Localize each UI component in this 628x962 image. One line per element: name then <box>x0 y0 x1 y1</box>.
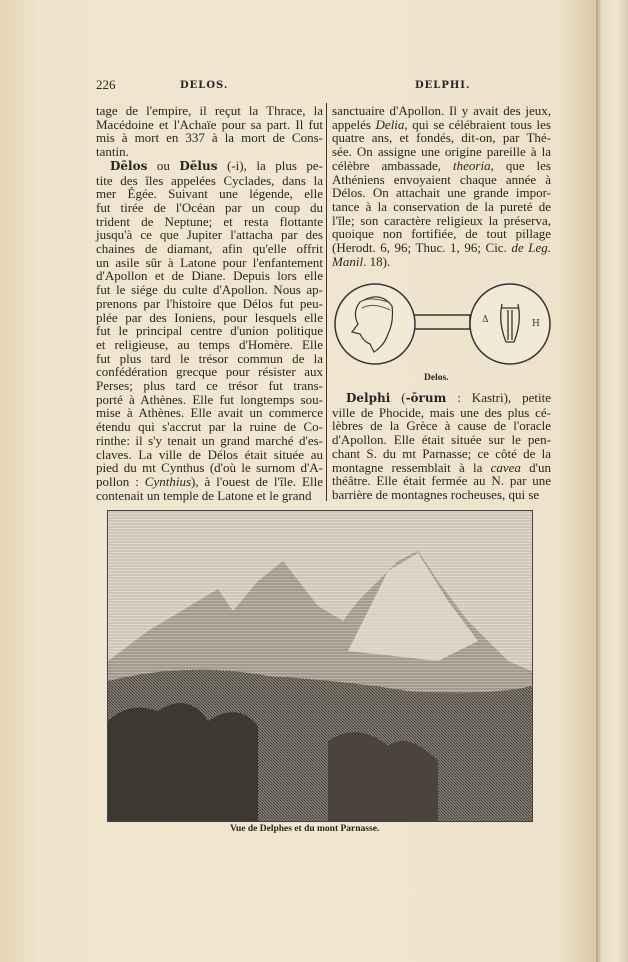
text-segment: pied du mt Cynthus (d'où le surnom d'A- <box>96 460 323 476</box>
text-line <box>96 393 323 407</box>
text-line <box>96 461 323 475</box>
text-segment: célèbre ambassade, <box>332 157 454 173</box>
text-segment: , qui se célébraient tous les <box>404 116 551 132</box>
text-segment: tantin. <box>96 144 129 160</box>
text-segment: fut tirée de l'Océan par un coup du <box>96 199 323 215</box>
right-column-bottom <box>332 391 551 502</box>
text-line <box>96 434 323 448</box>
coin-letter-delta: Δ <box>482 315 489 325</box>
text-line <box>332 447 551 461</box>
text-segment: étendu qui s'accrut par la ruine de Co- <box>96 419 323 435</box>
italic-term: Delia <box>375 116 405 132</box>
headword: Dēlos <box>110 158 148 173</box>
text-segment: appelés <box>332 116 376 132</box>
text-segment: l'île; son caractère religieux la préserva, <box>332 212 551 228</box>
text-segment: Macédoine et l'Achaïe pour sa part. Il fut <box>96 116 323 132</box>
text-segment: contenait un temple de Latone et le grand <box>96 487 312 503</box>
text-line <box>96 379 323 393</box>
text-segment: jusqu'à ce que Jupiter l'attacha par des <box>96 227 323 243</box>
italic-term: de Leg. <box>511 240 551 256</box>
text-segment: , que les <box>490 157 551 173</box>
text-line <box>332 391 551 406</box>
text-line <box>96 269 323 283</box>
text-line <box>332 118 551 132</box>
text-line <box>332 241 551 255</box>
text-segment: (-i), la plus pe- <box>217 157 323 173</box>
text-segment: pollon : <box>96 473 145 489</box>
text-segment: Délos. On attachait une grande impor- <box>332 185 551 201</box>
text-segment: Perses; plus tard ce trésor fut trans- <box>96 378 323 394</box>
text-line <box>96 297 323 311</box>
italic-term: theoria <box>453 157 491 173</box>
text-line <box>332 433 551 447</box>
text-segment: : Kastri), petite <box>446 390 551 405</box>
coin-letter-eta: H <box>532 319 540 329</box>
text-line <box>332 488 551 502</box>
text-segment: fut plus tard le trésor commun de la <box>96 350 323 366</box>
text-segment: claves. La ville de Délos était située au <box>96 446 323 462</box>
page-number: 226 <box>96 77 116 92</box>
text-line <box>96 420 323 434</box>
text-line <box>332 214 551 228</box>
text-line <box>96 324 323 338</box>
text-segment: plée par des Ioniens, pour lesquels elle <box>96 309 323 325</box>
text-segment: ( <box>390 390 406 405</box>
text-line <box>96 118 323 132</box>
delphi-parnassus-engraving <box>107 510 533 822</box>
page-edge <box>596 0 628 962</box>
text-segment: quatre ans, et fondés, dit-on, par Thé- <box>332 130 551 146</box>
text-segment: théâtre. Elle était fermée au N. par une <box>332 473 551 489</box>
text-line <box>96 365 323 379</box>
text-segment: tite des îles appelées Cyclades, dans la <box>96 172 323 188</box>
text-line <box>96 311 323 325</box>
text-segment: un asile sûr à Latone pour l'enfantement <box>96 254 323 270</box>
headword: Delphi <box>346 391 391 405</box>
text-segment: trident de Neptune; et resta flottante <box>96 213 323 229</box>
left-column <box>96 104 323 502</box>
text-line <box>96 242 323 256</box>
text-segment: fut le siége du culte d'Apollon. Nous ap- <box>96 282 323 298</box>
text-line <box>332 227 551 241</box>
text-segment: lèbres de la Grèce à cause de l'oracle <box>332 418 551 434</box>
text-line <box>96 174 323 188</box>
text-line <box>96 228 323 242</box>
text-segment: mer Égée. Suivant une légende, elle <box>96 186 323 202</box>
running-head-left: DELOS. <box>180 80 229 91</box>
text-line <box>96 406 323 420</box>
headword: -ōrum <box>405 391 447 405</box>
text-segment: d'Apollon et de Diane. Depuis lors elle <box>96 268 323 284</box>
text-segment: et religieuse, au temps d'Homère. Elle <box>96 336 323 352</box>
text-segment: mise à Athènes. Elle avait un commerce <box>96 405 323 421</box>
text-segment: tage de l'empire, il reçut la Thrace, la <box>96 103 323 118</box>
italic-term: Manil <box>332 253 364 269</box>
text-segment: sée. On assigne une origine pareille à la <box>332 144 551 160</box>
text-segment: (Herodt. 6, 96; Thuc. 1, 96; Cic. <box>332 240 512 256</box>
text-segment: confédération grecque pour résister aux <box>96 364 323 380</box>
headword: Dēlus <box>179 158 218 173</box>
text-segment: montagne ressemblait à la <box>332 459 491 475</box>
text-line <box>96 104 323 118</box>
text-line <box>96 475 323 489</box>
text-segment: ), à l'ouest de l'île. Elle <box>191 473 323 489</box>
text-segment: chant S. du mt Parnasse; ce côté de la <box>332 445 551 461</box>
text-line <box>96 131 323 145</box>
text-line <box>332 461 551 475</box>
text-line <box>96 145 323 159</box>
text-line <box>96 338 323 352</box>
text-line <box>96 256 323 270</box>
text-line <box>332 131 551 145</box>
text-line <box>332 159 551 173</box>
italic-term: Cynthius <box>144 473 192 489</box>
text-segment: sanctuaire d'Apollon. Il y avait des jeux, <box>332 103 551 118</box>
right-column-top <box>332 104 551 268</box>
text-line <box>96 283 323 297</box>
coin-caption: Delos. <box>424 373 449 383</box>
text-line <box>332 255 551 269</box>
text-segment: d'Apollon. Elle était située sur le pen- <box>332 432 551 448</box>
column-rule <box>326 103 327 501</box>
text-line <box>332 406 551 420</box>
text-segment: rinthe: il s'y tenait un grand marché d'es- <box>96 432 323 448</box>
text-line <box>332 173 551 187</box>
text-line <box>96 489 323 503</box>
coin-connector <box>408 315 470 329</box>
text-line <box>96 215 323 229</box>
text-segment: fut le principal centre d'union politique <box>96 323 323 339</box>
text-line <box>332 200 551 214</box>
text-segment: . 18). <box>363 253 391 269</box>
text-line <box>96 201 323 215</box>
text-segment: porté à Athènes. Elle fut longtemps sou- <box>96 391 323 407</box>
text-segment: Athéniens envoyaient chaque année à <box>332 171 551 187</box>
text-segment: ou <box>147 157 180 173</box>
running-head-right: DELPHI. <box>415 80 471 91</box>
text-line <box>96 448 323 462</box>
text-line <box>332 104 551 118</box>
trees <box>108 703 258 821</box>
italic-term: cavea <box>490 459 521 475</box>
text-line <box>332 145 551 159</box>
text-line <box>96 187 323 201</box>
engraving-caption: Vue de Delphes et du mont Parnasse. <box>230 824 380 834</box>
text-segment: ville de Phocide, mais une des plus cé- <box>332 404 551 420</box>
text-segment: chaines de diamant, afin qu'elle offrit <box>96 241 323 257</box>
text-segment: tance à la conservation de la pureté de <box>332 198 551 214</box>
text-line <box>96 352 323 366</box>
text-segment: barrière de montagnes rocheuses, qui se <box>332 486 540 502</box>
text-line <box>332 419 551 433</box>
text-line <box>96 159 323 174</box>
text-segment: quoique non fortifiée, de tout pillage <box>332 226 551 242</box>
delos-coins-illustration <box>330 282 552 368</box>
text-segment: mis à mort en 337 à la mort de Cons- <box>96 130 323 146</box>
text-segment: d'un <box>520 459 552 475</box>
text-line <box>332 474 551 488</box>
text-segment: prenons par l'histoire que Délos fut peu- <box>96 295 323 311</box>
text-line <box>332 186 551 200</box>
